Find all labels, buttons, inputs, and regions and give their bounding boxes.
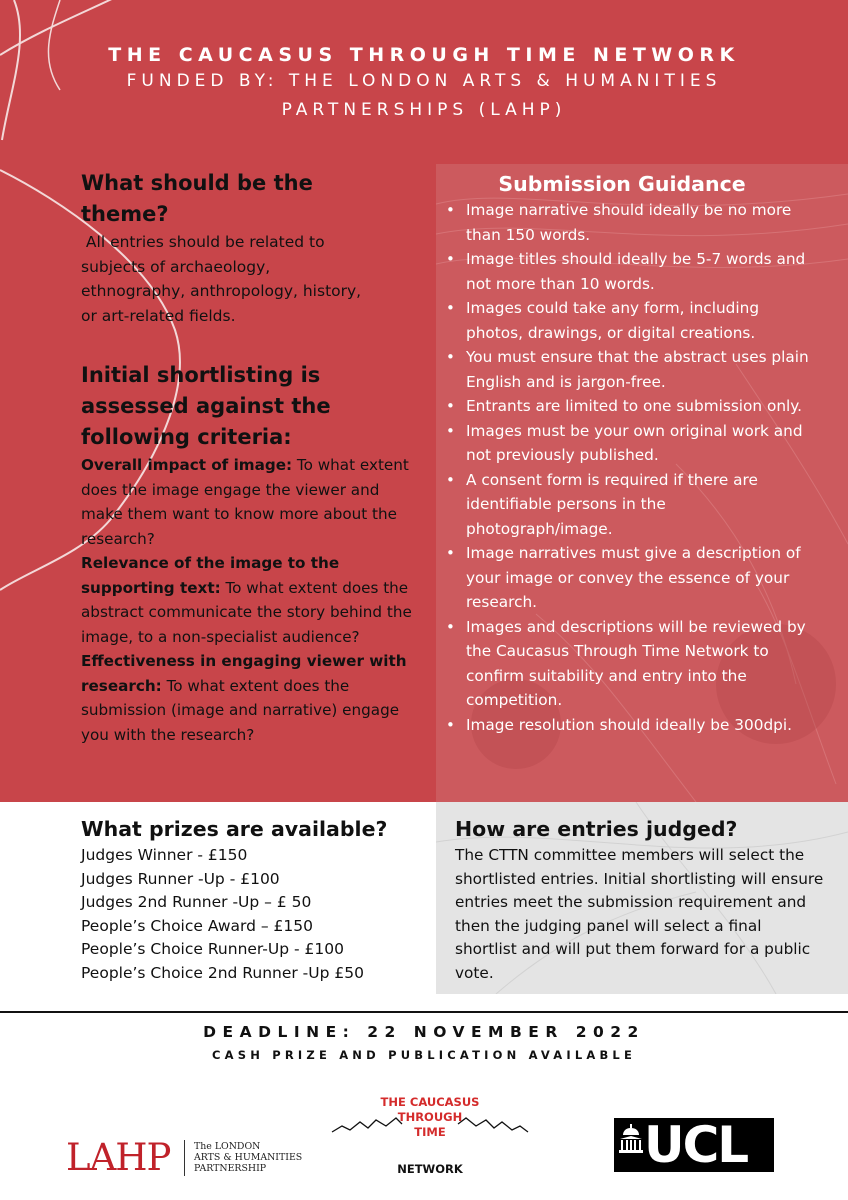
portico-icon (616, 1118, 646, 1172)
left-column (81, 168, 416, 747)
prizes-heading: What prizes are available? (81, 817, 388, 841)
header (0, 44, 848, 124)
theme-heading (81, 168, 416, 230)
guidance-list (436, 198, 816, 737)
ucl-wordmark: UCL (644, 1116, 748, 1174)
theme-body-line: subjects of archaeology, (81, 257, 271, 276)
guidance-item: • Image resolution should ideally be 300dpi. (466, 713, 816, 738)
theme-body-line: All entries should be related to (81, 233, 325, 251)
lahp-logo (66, 1134, 326, 1182)
theme-heading-line: What should be the (81, 171, 313, 195)
guidance-item: • You must ensure that the abstract uses plain English and is jargon-free. (466, 345, 816, 394)
divider (0, 1011, 848, 1013)
cttn-line: THE CAUCASUS (380, 1095, 480, 1109)
guidance-item: • Images must be your own original work and not previously published. (466, 419, 816, 468)
judging-text: The CTTN committee members will select the shortlisted entries. Initial shortlisting will ensure entries meet the submission requirement and then the judging panel will select a final shortlist and will put them forward for a public vote. (455, 846, 824, 982)
lahp-line: ARTS & HUMANITIES (194, 1152, 303, 1163)
judging-heading: How are entries judged? (455, 817, 738, 841)
judging-section (455, 814, 825, 985)
funded-by-line-1: FUNDED BY: THE LONDON ARTS & HUMANITIES (126, 71, 722, 91)
theme-body-line: or art-related fields. (81, 306, 236, 325)
lahp-mark: LAHP (66, 1136, 171, 1179)
guidance-item: • Image narratives must give a description of your image or convey the essence of your research. (466, 541, 816, 615)
ucl-logo (614, 1118, 774, 1172)
criterion-relevance (81, 551, 416, 649)
guidance-heading: Submission Guidance (498, 172, 746, 196)
lahp-divider (184, 1140, 185, 1176)
prize-item: Judges Winner - £150 (81, 846, 248, 864)
criterion-text: To what extent does the abstract communicate the story behind the image, to a non-specialist audience? (81, 578, 412, 646)
guidance-item: • Entrants are limited to one submission only. (466, 394, 816, 419)
criterion-label: Relevance of the image to the supporting text: (81, 554, 340, 597)
prize-item: Judges 2nd Runner -Up – £ 50 (81, 893, 312, 911)
prize-item: People’s Choice Runner-Up - £100 (81, 940, 344, 958)
shortlist-heading-line: Initial shortlisting is (81, 363, 321, 387)
criterion-text: To what extent does the image engage the viewer and make them want to know more about the research? (81, 456, 409, 548)
shortlist-heading (81, 360, 416, 453)
guidance-item: • Image titles should ideally be 5-7 words and not more than 10 words. (466, 247, 816, 296)
criterion-label: Overall impact of image: (81, 456, 293, 474)
lahp-wordmark (194, 1141, 302, 1174)
guidance-item: • Image narrative should ideally be no more than 150 words. (466, 198, 816, 247)
shortlist-heading-line: following criteria: (81, 425, 292, 449)
lahp-line: PARTNERSHIP (194, 1163, 267, 1174)
guidance-item: • Images could take any form, including photos, drawings, or digital creations. (466, 296, 816, 345)
prize-item: People’s Choice 2nd Runner -Up £50 (81, 963, 364, 982)
cttn-line: NETWORK (397, 1162, 463, 1176)
cttn-line: TIME (414, 1125, 446, 1139)
prizes-list (81, 844, 421, 985)
shortlist-heading-line: assessed against the (81, 394, 331, 418)
theme-body (81, 230, 416, 328)
submission-guidance-panel (436, 164, 848, 802)
prize-item: Judges Runner -Up - £100 (81, 869, 280, 888)
criterion-text: To what extent does the submission (image and narrative) engage you with the research? (81, 676, 400, 744)
theme-heading-line: theme? (81, 202, 169, 226)
guidance-item: • A consent form is required if there are identifiable persons in the photograph/image. (466, 468, 816, 542)
prize-item: People’s Choice Award – £150 (81, 916, 313, 935)
network-title: THE CAUCASUS THROUGH TIME NETWORK (108, 44, 740, 66)
lahp-line: The LONDON (194, 1141, 261, 1152)
theme-body-line: ethnography, anthropology, history, (81, 282, 362, 300)
criterion-impact (81, 453, 416, 551)
prizes-section (81, 814, 421, 985)
cttn-logo (330, 1090, 530, 1180)
criterion-effectiveness (81, 649, 416, 747)
deadline-text: DEADLINE: 22 NOVEMBER 2022 (203, 1023, 645, 1041)
cttn-line: THROUGH (397, 1110, 463, 1124)
guidance-item: • Images and descriptions will be reviewed by the Caucasus Through Time Network to confirm suitability and entry into the competition. (466, 615, 816, 713)
cash-prize-text: CASH PRIZE AND PUBLICATION AVAILABLE (212, 1048, 636, 1062)
criterion-label: Effectiveness in engaging viewer with research: (81, 652, 407, 695)
funded-by-line-2: PARTNERSHIPS (LAHP) (281, 100, 567, 120)
